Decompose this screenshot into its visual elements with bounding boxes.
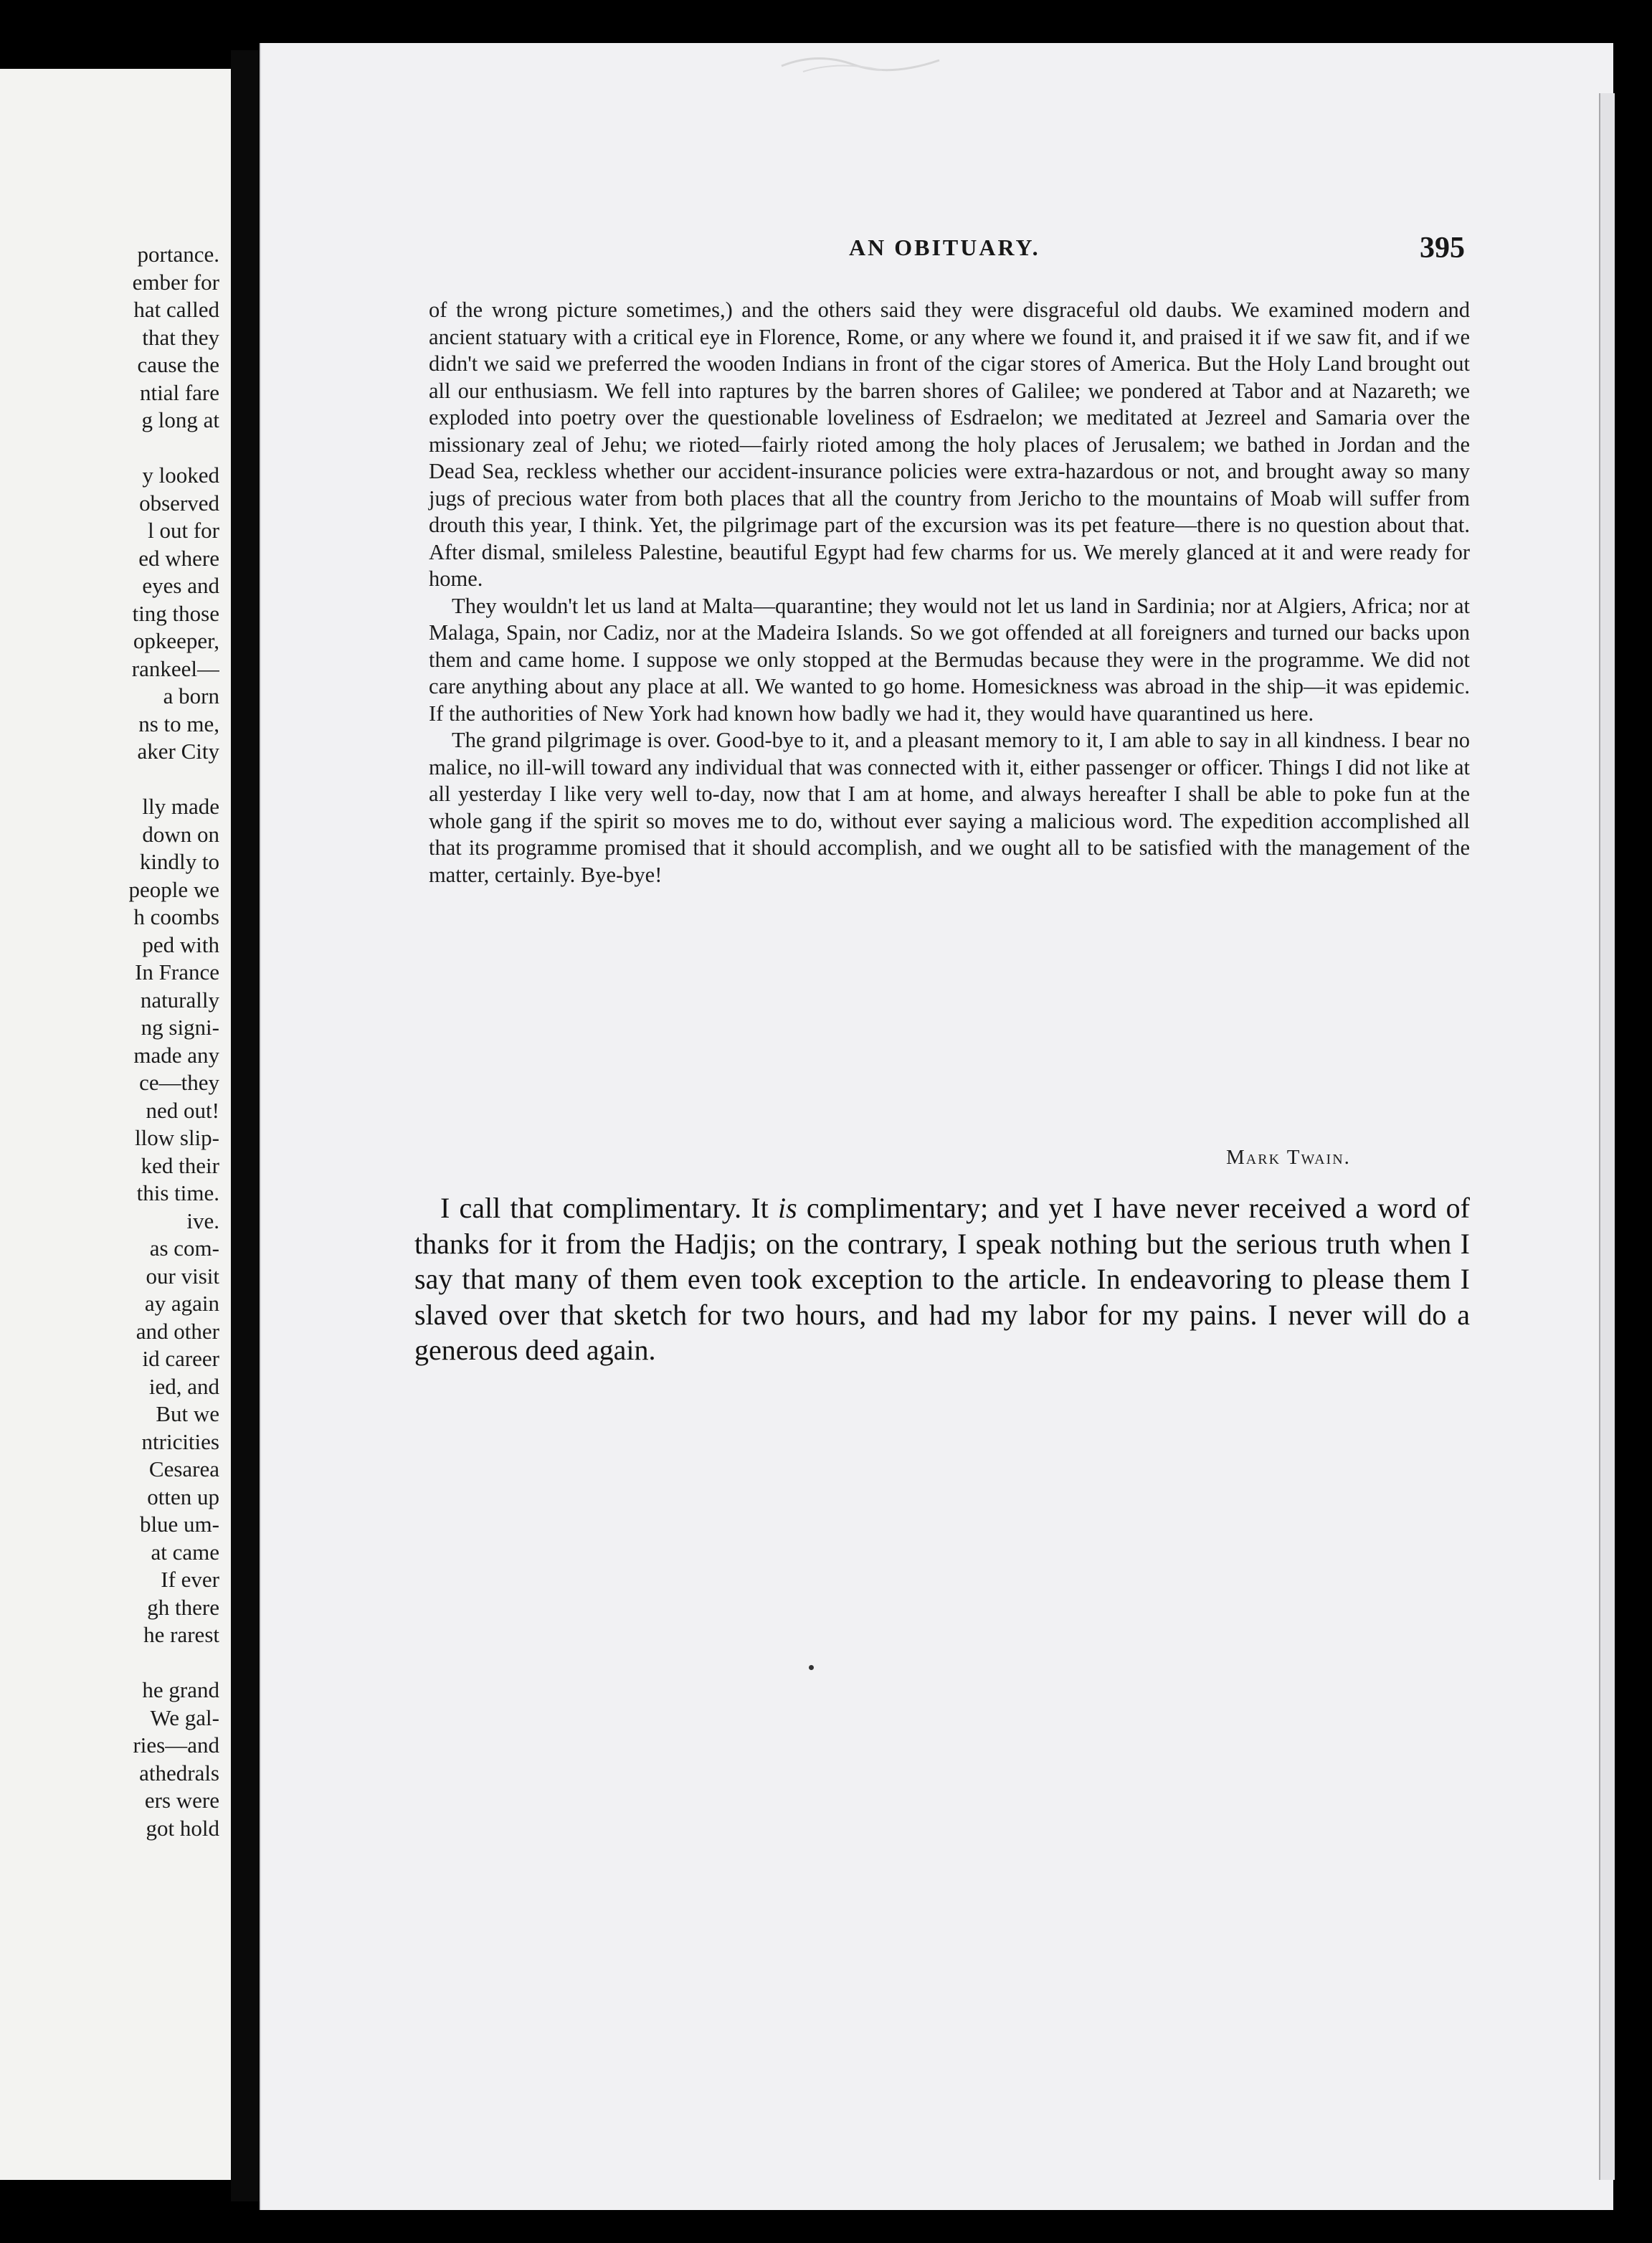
previous-page-line: l out for (148, 518, 219, 543)
previous-page-line: ting those (132, 600, 219, 626)
previous-page-line: g long at (141, 407, 219, 432)
previous-page-line: at came (151, 1539, 219, 1565)
previous-page-line: ce—they (139, 1070, 219, 1095)
previous-page-line (0, 435, 219, 463)
previous-page-line: and other (136, 1318, 219, 1344)
scan-smudge (774, 44, 946, 79)
previous-page-line: rankeel— (131, 655, 219, 681)
letter-paragraph: The grand pilgrimage is over. Good-bye to it, and a pleasant memory to it, I am able to say in all kindness. I bear no malice, no ill-will toward any individual that was connected with it, either passenger or officer. Things I did not like at all yesterday I like very well to-day, now that I am at home, and always hereafter I shall be able to poke fun at the whole gang if the spirit so moves me to do, without ever saying a malicious word. The expedition accomplished all that its programme promised that it should accomplish, and we ought all to be satisfied with the management of the matter, certainly. Bye-bye! (429, 728, 1470, 887)
letter-paragraph: They wouldn't let us land at Malta—quarantine; they would not let us land in Sardinia; nor at Algiers, Africa; nor at Malaga, Spain, nor Cadiz, nor at the Madeira Islands. So we got offended at all foreigners and turned our backs upon them and came home. I suppose we only stopped at the Bermudas because they were in the programme. We did not care anything about any place at all. We wanted to go home. Homesickness was abroad in the ship—it was epidemic. If the authorities of New York had known how badly we had it, they would have quarantined us here. (429, 593, 1470, 726)
previous-page-line: naturally (140, 987, 219, 1013)
previous-page-line: ntricities (141, 1428, 219, 1454)
previous-page-line: blue um- (139, 1512, 219, 1537)
previous-page-line: got hold (146, 1815, 219, 1841)
previous-page-line: cause the (137, 352, 219, 377)
previous-page-line: ay again (144, 1291, 219, 1316)
running-header: AN OBITUARY. (849, 234, 1040, 260)
previous-page-line: athedrals (139, 1760, 219, 1786)
quoted-letter (429, 297, 1470, 888)
previous-page-line: he rarest (143, 1622, 219, 1647)
closing-text-end: complimentary; and yet I have never received a word of thanks for it from the Hadjis; on the contrary, I speak nothing but the serious truth when I say that many of them even took exception to the article. In endeavoring to please them I slaved over that sketch for two hours, and had my labor for my pains. I never will do a generous deed again. (414, 1192, 1470, 1366)
previous-page-line: portance. (137, 242, 219, 267)
book-gutter (231, 50, 260, 2201)
previous-page-line: opkeeper, (133, 628, 219, 653)
previous-page-line: as com- (149, 1236, 219, 1261)
signature: Mark Twain. (1226, 1146, 1351, 1169)
previous-page-line: ntial fare (139, 379, 219, 405)
previous-page-line: people we (128, 876, 219, 902)
letter-paragraph: of the wrong picture sometimes,) and the others said they were disgraceful old daubs. We examined modern and ancient statuary with a critical eye in Florence, Rome, or any where we found it, and praised it if we saw fit, and if we didn't we said we preferred the wooden Indians in front of the cigar stores of America. But the Holy Land brought out all our enthusiasm. We fell into raptures by the barren shores of Galilee; we pondered at Tabor and at Nazareth; we exploded into poetry over the questionable loveliness of Esdraelon; we meditated at Jezreel and Samaria over the missionary zeal of Jehu; we rioted—fairly rioted among the holy places of Jerusalem; we bathed in Jordan and the Dead Sea, reckless whether our accident-insurance policies were extra-hazardous or not, and brought away so many jugs of precious water from both places that all the country from Jericho to the mountains of Moab will suffer from drouth this year, I think. Yet, the pilgrimage part of the excursion was its pet feature—there is no question about that. After dismal, smileless Palestine, beautiful Egypt had few charms for us. We merely glanced at it and were ready for home. (429, 298, 1470, 591)
previous-page-line (0, 1649, 219, 1677)
previous-page-line: made any (133, 1042, 219, 1068)
previous-page-line: our visit (146, 1263, 219, 1289)
previous-page-line: But we (156, 1401, 219, 1426)
previous-page-line: that they (142, 324, 219, 350)
previous-page-line: If ever (161, 1567, 219, 1592)
previous-page-line: ember for (132, 269, 219, 295)
closing-paragraph (414, 1190, 1470, 1368)
previous-page-line: gh there (147, 1594, 219, 1620)
previous-page-line: ned out! (146, 1097, 219, 1123)
previous-page-line: Cesarea (148, 1456, 219, 1481)
previous-page-line: eyes and (142, 573, 219, 598)
closing-emphasis: is (778, 1192, 797, 1224)
previous-page (0, 69, 231, 2180)
previous-page-line: a born (163, 683, 219, 708)
previous-page-line: ied, and (148, 1373, 219, 1399)
previous-page-line: observed (139, 490, 219, 516)
previous-page-line: lly made (142, 794, 219, 819)
previous-page-line: h coombs (133, 904, 219, 929)
previous-page-line: y looked (142, 463, 219, 488)
page-speck (809, 1665, 814, 1670)
previous-page-line: ries—and (133, 1732, 219, 1758)
page-number: 395 (1420, 232, 1465, 265)
previous-page-line: kindly to (139, 849, 219, 874)
previous-page-line: aker City (137, 739, 219, 764)
closing-text-start: I call that complimentary. It (440, 1192, 779, 1224)
previous-page-line: he grand (142, 1677, 219, 1702)
previous-page-line: otten up (147, 1484, 219, 1509)
previous-page-line: In France (135, 959, 219, 985)
previous-page-line: ns to me, (138, 711, 219, 736)
previous-page-line: ped with (142, 931, 219, 957)
page-edge (1599, 93, 1615, 2180)
previous-page-line: down on (142, 821, 219, 847)
previous-page-line: hat called (133, 297, 219, 322)
previous-page-line: this time. (136, 1180, 219, 1205)
previous-page-text (0, 241, 219, 1842)
previous-page-line: ng signi- (141, 1015, 219, 1040)
previous-page-line (0, 766, 219, 794)
previous-page-line: ed where (138, 545, 219, 571)
previous-page-line: ked their (141, 1152, 219, 1178)
previous-page-line: We gal- (150, 1704, 219, 1730)
previous-page-line: llow slip- (135, 1125, 219, 1150)
previous-page-line: id career (142, 1346, 219, 1371)
previous-page-line: ers were (144, 1788, 219, 1813)
previous-page-line: ive. (186, 1208, 219, 1233)
